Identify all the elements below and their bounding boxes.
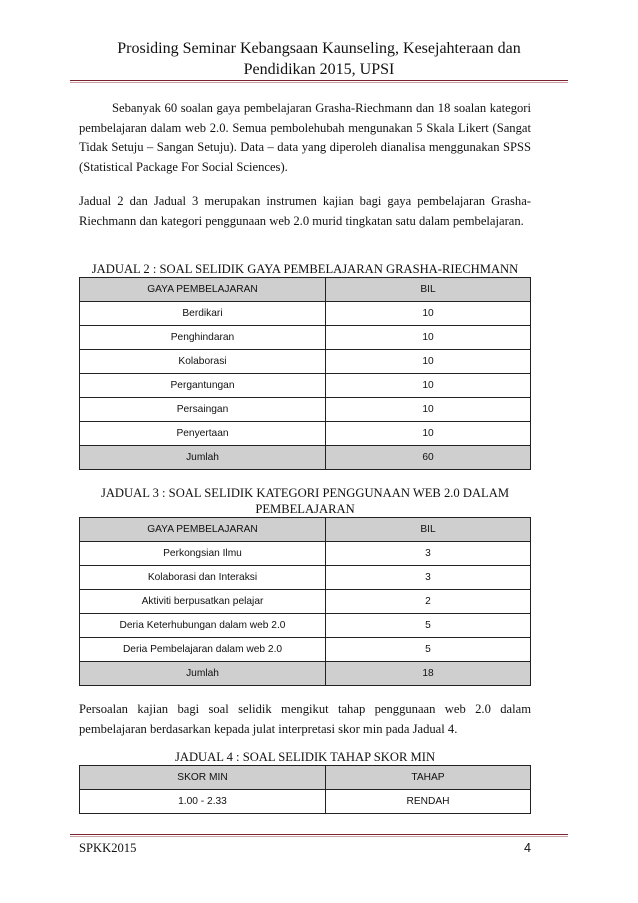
table-cell: Deria Pembelajaran dalam web 2.0 (80, 638, 326, 662)
table-cell: 2 (326, 590, 531, 614)
table-row (80, 542, 531, 566)
table-header-cell: BIL (326, 278, 531, 302)
table-cell: 10 (326, 398, 531, 422)
table-row (80, 638, 531, 662)
table-cell: 18 (326, 662, 531, 686)
table3-caption-line1: JADUAL 3 : SOAL SELIDIK KATEGORI PENGGUNAAN WEB 2.0 DALAM (100, 486, 510, 500)
table-row (80, 350, 531, 374)
table4 (79, 765, 531, 814)
table2-caption: JADUAL 2 : SOAL SELIDIK GAYA PEMBELAJARAN GRASHA-RIECHMANN (91, 262, 519, 276)
table-header-cell: GAYA PEMBELAJARAN (80, 518, 326, 542)
table3-caption-line2: PEMBELAJARAN (255, 502, 355, 516)
table-cell: Berdikari (80, 302, 326, 326)
table-cell: 10 (326, 302, 531, 326)
table-cell: 3 (326, 542, 531, 566)
table-cell: 10 (326, 350, 531, 374)
table-cell: 10 (326, 326, 531, 350)
table-cell: Aktiviti berpusatkan pelajar (80, 590, 326, 614)
table-cell: 5 (326, 614, 531, 638)
table-header-cell: BIL (326, 518, 531, 542)
paragraph-instruments: Jadual 2 dan Jadual 3 merupakan instrumen kajian bagi gaya pembelajaran Grasha-Riechmann dan kategori penggunaan web 2.0 murid tingkatan satu dalam pembelajaran. (79, 194, 531, 228)
table-cell: Pergantungan (80, 374, 326, 398)
table-row (80, 302, 531, 326)
table-row (80, 326, 531, 350)
table-header-cell: SKOR MIN (80, 766, 326, 790)
footer-rule (70, 834, 568, 837)
table-cell: Kolaborasi dan Interaksi (80, 566, 326, 590)
table2 (79, 277, 531, 470)
paragraph-research-question: Persoalan kajian bagi soal selidik mengikut tahap penggunaan web 2.0 dalam pembelajaran berdasarkan kepada julat interpretasi skor min pada Jadual 4. (79, 702, 531, 736)
table-cell: 60 (326, 446, 531, 470)
table-total-row (80, 446, 531, 470)
table-cell: 3 (326, 566, 531, 590)
table-header-row (80, 518, 531, 542)
header-title-line1: Prosiding Seminar Kebangsaan Kaunseling, Kesejahteraan dan (117, 40, 521, 57)
table-cell: Deria Keterhubungan dalam web 2.0 (80, 614, 326, 638)
table-cell: RENDAH (326, 790, 531, 814)
table-row (80, 566, 531, 590)
table-cell: 10 (326, 374, 531, 398)
table-cell: Jumlah (80, 446, 326, 470)
table-total-row (80, 662, 531, 686)
table-cell: 5 (326, 638, 531, 662)
table-header-cell: TAHAP (326, 766, 531, 790)
table4-caption: JADUAL 4 : SOAL SELIDIK TAHAP SKOR MIN (174, 750, 436, 764)
table-cell: Jumlah (80, 662, 326, 686)
footer-label: SPKK2015 (79, 841, 137, 855)
table3 (79, 517, 531, 686)
table-row (80, 790, 531, 814)
table-row (80, 614, 531, 638)
table-cell: Perkongsian Ilmu (80, 542, 326, 566)
table-header-row (80, 766, 531, 790)
table-cell: Penyertaan (80, 422, 326, 446)
table-cell: Penghindaran (80, 326, 326, 350)
table-header-row (80, 278, 531, 302)
paragraph-methods: Sebanyak 60 soalan gaya pembelajaran Grasha-Riechmann dan 18 soalan kategori pembelajaran dalam web 2.0. Semua pembolehubah mengunakan 5 Skala Likert (Sangat Tidak Setuju – Sangan Setuju). Data – data yang diperoleh dianalisa menggunakan SPSS (Statistical Package For Social Sciences). (79, 101, 531, 174)
table-row (80, 590, 531, 614)
header-title-line2: Pendidikan 2015, UPSI (243, 61, 395, 78)
table-cell: 1.00 - 2.33 (80, 790, 326, 814)
page-number: 4 (524, 841, 532, 855)
table-row (80, 374, 531, 398)
table-cell: Persaingan (80, 398, 326, 422)
table-cell: Kolaborasi (80, 350, 326, 374)
table-header-cell: GAYA PEMBELAJARAN (80, 278, 326, 302)
table-cell: 10 (326, 422, 531, 446)
table-row (80, 422, 531, 446)
table-row (80, 398, 531, 422)
header-rule (70, 80, 568, 83)
